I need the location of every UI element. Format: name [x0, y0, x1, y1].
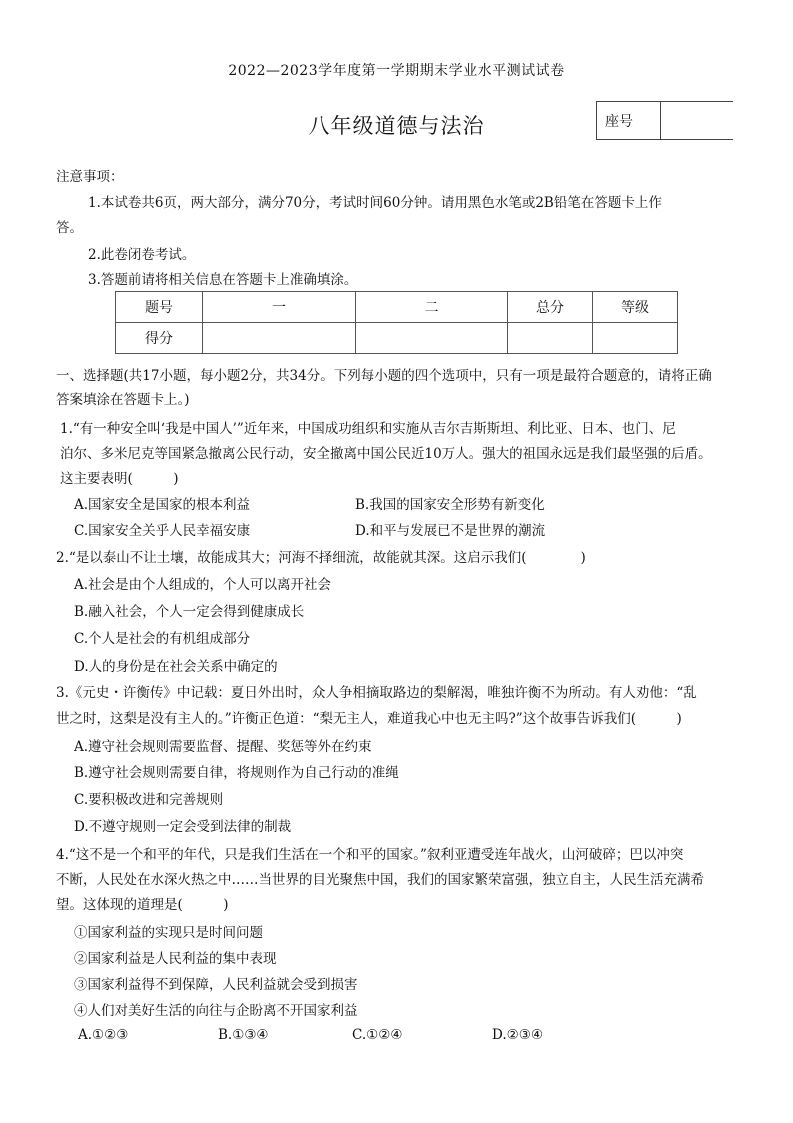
question-3-option-c[interactable]: C.要积极改进和完善规则 — [74, 792, 224, 808]
question-3-line-1: 3.《元史・许衡传》中记载：夏日外出时，众人争相摘取路边的梨解渴，唯独许衡不为所动。有人劝他：“乱 — [56, 685, 697, 701]
question-2-option-a[interactable]: A.社会是由个人组成的，个人可以离开社会 — [74, 577, 332, 593]
question-2-option-d[interactable]: D.人的身份是在社会关系中确定的 — [74, 659, 278, 675]
note-item-2: 2.此卷闭卷考试。 — [88, 247, 196, 263]
question-4-line-1: 4.“这不是一个和平的年代，只是我们生活在一个和平的国家。”叙利亚遭受连年战火，山河破碎；巴以冲突 — [56, 847, 684, 863]
section-heading: 一、选择题(共17小题，每小题2分，共34分。下列每小题的四个选项中，只有一项是最符合题意的，请将正确 — [56, 368, 712, 384]
question-1-line-3: 这主要表明( ) — [60, 471, 179, 487]
question-1-option-d[interactable]: D.和平与发展已不是世界的潮流 — [355, 523, 546, 539]
score-cell[interactable] — [356, 323, 508, 354]
note-item-1: 1.本试卷共6页，两大部分，满分70分，考试时间60分钟。请用黑色水笔或2B铅笔在答题卡上作 — [88, 195, 662, 211]
note-item-1-cont: 答。 — [56, 220, 83, 236]
subject-title: 八年级道德与法治 — [308, 114, 485, 138]
question-2-line-1: 2.“是以泰山不让土壤，故能成其大；河海不择细流，故能就其深。这启示我们( ) — [56, 550, 586, 566]
question-3-option-a[interactable]: A.遵守社会规则需要监督、提醒、奖惩等外在约束 — [74, 739, 372, 755]
score-cell[interactable] — [203, 323, 356, 354]
seat-label: 座号 — [597, 102, 661, 139]
question-4-option-a[interactable]: A.①②③ — [78, 1027, 129, 1043]
question-4-option-c[interactable]: C.①②④ — [352, 1027, 403, 1043]
score-table — [115, 291, 678, 354]
seat-number-field[interactable] — [661, 102, 733, 139]
seat-number-box — [596, 101, 733, 140]
table-row-label: 得分 — [116, 323, 203, 354]
exam-title: 2022—2023学年度第一学期期末学业水平测试试卷 — [228, 63, 565, 79]
question-2-option-b[interactable]: B.融入社会，个人一定会得到健康成长 — [74, 604, 305, 620]
score-cell[interactable] — [593, 323, 678, 354]
question-4-statement-4: ④人们对美好生活的向往与企盼离不开国家利益 — [74, 1003, 358, 1019]
table-header: 总分 — [508, 292, 593, 323]
question-4-line-2: 不断，人民处在水深火热之中……当世界的目光聚焦中国，我们的国家繁荣富强，独立自主，人民生活充满希 — [56, 872, 704, 888]
question-4-statement-3: ③国家利益得不到保障，人民利益就会受到损害 — [74, 977, 358, 993]
score-table-row — [116, 323, 678, 354]
question-3-line-2: 世之时，这梨是没有主人的。”许衡正色道：“梨无主人，难道我心中也无主吗?”这个故事告诉我们( ) — [56, 711, 682, 727]
table-header: 一 — [203, 292, 356, 323]
question-1-option-a[interactable]: A.国家安全是国家的根本利益 — [74, 497, 251, 513]
question-4-option-d[interactable]: D.②③④ — [492, 1027, 543, 1043]
question-1-option-b[interactable]: B.我国的国家安全形势有新变化 — [355, 497, 545, 513]
notes-heading: 注意事项： — [56, 169, 124, 185]
section-heading-cont: 答案填涂在答题卡上。) — [56, 392, 190, 408]
question-2-option-c[interactable]: C.个人是社会的有机组成部分 — [74, 631, 251, 647]
question-3-option-d[interactable]: D.不遵守规则一定会受到法律的制裁 — [74, 819, 292, 835]
question-1-option-c[interactable]: C.国家安全关乎人民幸福安康 — [74, 523, 251, 539]
question-1-line-2: 泊尔、多米尼克等国紧急撤离公民行动，安全撤离中国公民近10万人。强大的祖国永远是我们最坚强的后盾。 — [60, 446, 712, 462]
question-4-statement-1: ①国家利益的实现只是时间问题 — [74, 925, 263, 941]
question-3-option-b[interactable]: B.遵守社会规则需要自律，将规则作为自己行动的准绳 — [74, 765, 399, 781]
table-header: 题号 — [116, 292, 203, 323]
question-1-line-1: 1.“有一种安全叫‘我是中国人’”近年来，中国成功组织和实施从吉尔吉斯斯坦、利比亚、日本、也门、尼 — [60, 421, 676, 437]
score-cell[interactable] — [508, 323, 593, 354]
note-item-3: 3.答题前请将相关信息在答题卡上准确填涂。 — [88, 272, 358, 288]
table-header: 等级 — [593, 292, 678, 323]
table-header: 二 — [356, 292, 508, 323]
question-4-statement-2: ②国家利益是人民利益的集中表现 — [74, 951, 277, 967]
question-4-line-3: 望。这体现的道理是( ) — [56, 897, 229, 913]
score-table-header-row — [116, 292, 678, 323]
question-4-option-b[interactable]: B.①③④ — [218, 1027, 269, 1043]
